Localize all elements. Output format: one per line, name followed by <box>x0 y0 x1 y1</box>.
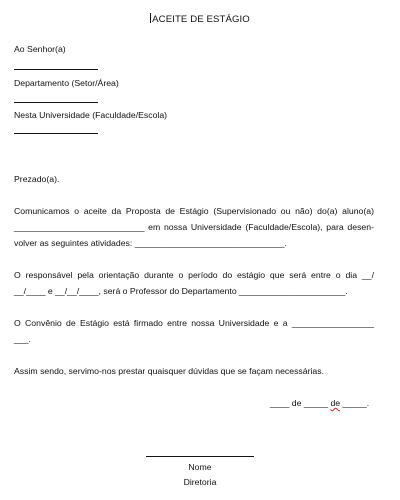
year-blank[interactable]: _____. <box>342 398 370 408</box>
department-blank[interactable] <box>14 102 98 103</box>
department-label: Departamento (Setor/Área) <box>14 78 119 88</box>
recipient-name-blank[interactable] <box>14 69 98 70</box>
day-blank[interactable]: ____ <box>270 398 290 408</box>
month-blank[interactable]: _____ <box>303 398 329 408</box>
paragraph1-line3: volver as seguintes atividades: _______________________________. <box>14 238 287 248</box>
salutation: Ao Senhor(a) <box>14 44 66 54</box>
paragraph1-line2: ___________________________ em nossa Universidade (Faculdade/Escola), para desen- <box>14 222 374 232</box>
paragraph3-line1: O Convênio de Estágio está firmado entre nossa Universidade e a _________________ <box>14 318 374 328</box>
signature-role: Diretoria <box>183 477 217 487</box>
paragraph2-line1: O responsável pela orientação durante o período do estágio que será entre o dia __/ <box>14 270 374 280</box>
closing-text: Assim sendo, servimo-nos prestar quaisquer dúvidas que se façam necessárias. <box>14 366 325 376</box>
signature-line <box>146 456 254 457</box>
paragraph3-line2: ___. <box>14 334 31 344</box>
university-blank[interactable] <box>14 133 98 134</box>
signature-name: Nome <box>188 462 212 472</box>
document-title-row <box>0 13 400 25</box>
date-de-1: de <box>291 398 302 408</box>
paragraph1-line1: Comunicamos o aceite da Proposta de Estágio (Supervisionado ou não) do(a) aluno(a) <box>14 206 374 216</box>
date-de-2: de <box>330 398 341 408</box>
greeting: Prezado(a). <box>14 174 60 184</box>
university-label: Nesta Universidade (Faculdade/Escola) <box>14 110 168 120</box>
document-title: ACEITE DE ESTÁGIO <box>152 14 250 25</box>
date-line <box>270 398 369 408</box>
paragraph2-line2: __/____ e __/__/____, será o Professor do Departamento ______________________. <box>14 286 348 296</box>
